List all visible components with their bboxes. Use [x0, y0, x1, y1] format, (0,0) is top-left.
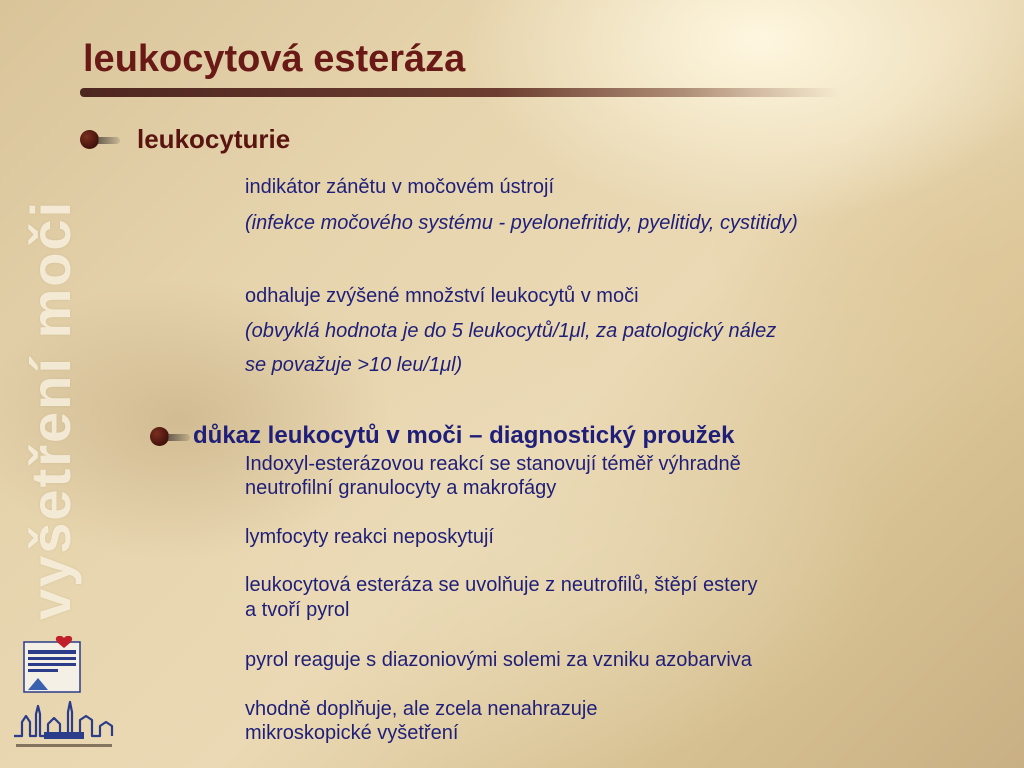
text-line: indikátor zánětu v močovém ústrojí [245, 176, 555, 198]
bullet-icon [80, 130, 99, 149]
text-line: (infekce močového systému - pyelonefritidy, pyelitidy, cystitidy) [245, 212, 798, 234]
slide-title: leukocytová esteráza [83, 38, 466, 80]
text-line: Indoxyl-esterázovou reakcí se stanovují téměř výhradně [245, 453, 741, 475]
section-heading-diagnostic-strip: důkaz leukocytů v moči – diagnostický proužek [193, 422, 735, 449]
text-line: leukocytová esteráza se uvolňuje z neutrofilů, štěpí estery [245, 574, 758, 596]
text-line: a tvoří pyrol [245, 599, 350, 621]
text-line: neutrofilní granulocyty a makrofágy [245, 477, 557, 499]
section-heading-leukocyturie: leukocyturie [137, 124, 291, 154]
text-line: (obvyklá hodnota je do 5 leukocytů/1μl, za patologický nález [245, 320, 777, 342]
text-line: mikroskopické vyšetření [245, 722, 459, 744]
bullet-tail-icon [168, 434, 190, 441]
title-underline [80, 88, 840, 97]
city-skyline-logo-icon [14, 702, 112, 747]
text-line: lymfocyty reakci neposkytují [245, 526, 494, 548]
text-line: pyrol reaguje s diazoniovými solemi za vzniku azobarviva [245, 649, 752, 671]
text-line: vhodně doplňuje, ale zcela nenahrazuje [245, 698, 598, 720]
text-line: odhaluje zvýšené množství leukocytů v moči [245, 285, 639, 307]
bullet-icon [150, 427, 169, 446]
text-line: se považuje >10 leu/1μl) [245, 354, 463, 376]
school-logo-icon [24, 636, 80, 692]
school-logos [14, 636, 114, 756]
sidebar-vertical-title: vyšetření moči [19, 199, 82, 620]
bullet-tail-icon [98, 137, 120, 144]
